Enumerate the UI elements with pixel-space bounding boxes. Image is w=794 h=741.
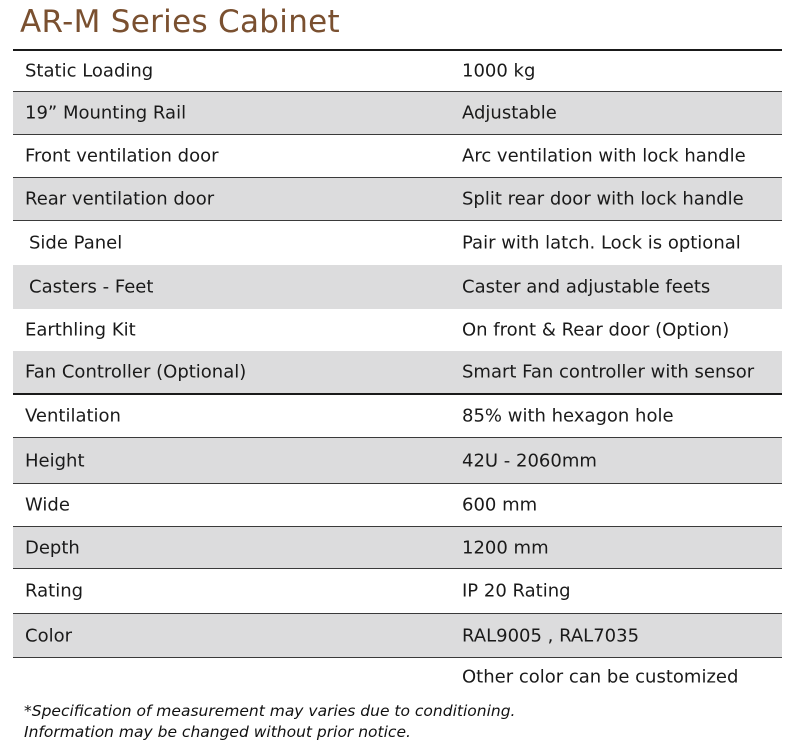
spec-label: Wide: [25, 494, 70, 516]
spec-label: Rating: [25, 580, 84, 602]
table-row: [13, 221, 782, 265]
spec-value: On front & Rear door (Option): [462, 319, 730, 341]
spec-value: IP 20 Rating: [462, 580, 571, 602]
spec-value: Arc ventilation with lock handle: [462, 145, 746, 167]
spec-value: Smart Fan controller with sensor: [462, 361, 755, 383]
spec-label: Front ventilation door: [25, 145, 219, 167]
spec-label: Earthling Kit: [25, 319, 136, 341]
spec-value: RAL9005 , RAL7035: [462, 625, 640, 646]
spec-value: 42U - 2060mm: [462, 450, 597, 471]
spec-label: 19” Mounting Rail: [25, 102, 187, 124]
spec-label: Static Loading: [25, 60, 154, 82]
spec-value: Split rear door with lock handle: [462, 188, 744, 210]
table-row: [13, 569, 782, 614]
table-row: [13, 309, 782, 351]
spec-label: Color: [25, 625, 72, 646]
table-row: [13, 178, 782, 221]
spec-label: Ventilation: [25, 405, 121, 427]
disclaimer-line-1: *Specification of measurement may varies due to conditioning.: [24, 702, 516, 720]
spec-label: Fan Controller (Optional): [25, 361, 247, 383]
spec-value: 600 mm: [462, 494, 538, 516]
table-row: [13, 527, 782, 569]
spec-label: Height: [25, 450, 85, 471]
table-row: [13, 265, 782, 309]
table-row: [13, 92, 782, 135]
table-row: [13, 351, 782, 395]
spec-label: Side Panel: [29, 232, 123, 254]
table-row: [13, 135, 782, 178]
table-row: [13, 51, 782, 92]
spec-value: 1000 kg: [462, 60, 536, 82]
spec-label: Casters - Feet: [29, 276, 154, 298]
table-row: [13, 658, 782, 696]
page-title: AR-M Series Cabinet: [20, 4, 340, 40]
spec-label: Depth: [25, 537, 80, 558]
table-row: [13, 484, 782, 527]
spec-value: Pair with latch. Lock is optional: [462, 232, 741, 254]
spec-table: [13, 49, 782, 696]
table-row: [13, 438, 782, 484]
table-row: [13, 395, 782, 438]
spec-label: Rear ventilation door: [25, 188, 215, 210]
spec-value: Adjustable: [462, 102, 557, 124]
table-row: [13, 614, 782, 658]
spec-value: Other color can be customized: [462, 666, 739, 688]
disclaimer-line-2: Information may be changed without prior notice.: [24, 723, 411, 741]
spec-value: 85% with hexagon hole: [462, 405, 674, 427]
spec-value: Caster and adjustable feets: [462, 276, 711, 298]
spec-value: 1200 mm: [462, 537, 549, 558]
